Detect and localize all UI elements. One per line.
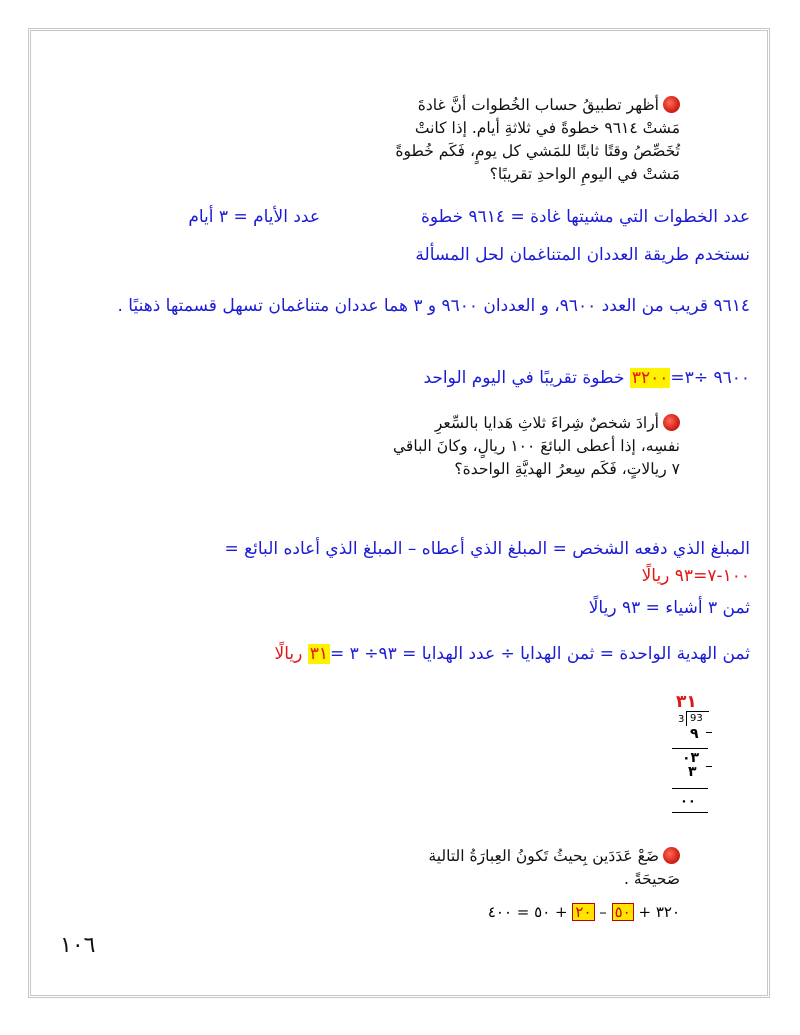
rule-2 xyxy=(672,788,708,789)
rule-1 xyxy=(672,748,708,749)
question-line: ضَعْ عَدَدَين بِحيثُ تَكونُ العِبارَةُ التالية xyxy=(300,845,680,868)
three-items-line: ثمن ٣ أشياء = ٩٣ ريالًا xyxy=(588,598,750,618)
paid-line xyxy=(100,536,750,590)
question-line: مَشتْ في اليومِ الواحدِ تقريبًا؟ xyxy=(489,165,680,183)
minus-sign xyxy=(706,766,712,767)
answer-box-2: ٢٠ xyxy=(572,903,594,921)
days-label: عدد الأيام = ٣ أيام xyxy=(188,207,320,227)
question-line: تُخَصِّصُ وقتًا ثابتًا للمَشي كل يومٍ، فَكَم خُطوةً xyxy=(395,142,680,160)
one-gift-answer: ٣١ xyxy=(309,644,329,664)
remainder-2: ٠٠ xyxy=(680,794,696,809)
one-gift-line xyxy=(100,644,750,664)
page-number: ١٠٦ xyxy=(60,933,96,958)
remainder-1: ٠٣ xyxy=(682,750,700,766)
answer-highlight: ٣٢٠٠ xyxy=(631,368,669,388)
equation-part-b: – xyxy=(599,903,607,921)
problem3-equation xyxy=(380,903,680,921)
one-gift-suffix: ريالًا xyxy=(274,644,308,664)
question-line: مَشتْ ٩٦١٤ خطوةً في ثلاثةِ أيام. إذا كانتْ xyxy=(414,119,680,137)
equation-tail: خطوة تقريبًا في اليوم الواحد xyxy=(423,368,630,388)
question-line: نفسِه، إذا أعطى البائعَ ١٠٠ ريالٍ، وكانَ الباقي xyxy=(393,437,680,455)
method-line: نستخدم طريقة العددان المتناغمان لحل المسألة xyxy=(415,245,750,265)
division-equation xyxy=(190,368,750,388)
question-line: صَحيحَةً . xyxy=(623,870,680,888)
quotient: ٣١ xyxy=(676,692,697,712)
steps-label: عدد الخطوات التي مشيتها غادة = ٩٦١٤ خطوة xyxy=(420,207,750,227)
dividend: 93 xyxy=(690,713,703,724)
one-gift-prefix: ثمن الهدية الواحدة = ثمن الهدايا ÷ عدد الهدايا = ٩٣÷ ٣ = xyxy=(330,644,750,664)
explanation: ٩٦١٤ قريب من العدد ٩٦٠٠، و العددان ٩٦٠٠ و ٣ هما عددان متناغمان تسهل قسمتها ذهنيًا . xyxy=(117,296,750,316)
problem2-question xyxy=(300,412,680,481)
paid-line-1: المبلغ الذي دفعه الشخص = المبلغ الذي أعطاه – المبلغ الذي أعاده البائع = xyxy=(224,539,750,559)
minus-sign xyxy=(706,732,712,733)
subtract-1: ٩ xyxy=(690,726,699,742)
question-line: ٧ ريالاتٍ، فَكَم سِعرُ الهديَّةِ الواحدة؟ xyxy=(454,460,680,478)
problem1-question xyxy=(300,94,680,186)
question-line: أظهر تطبيقُ حساب الخُطوات أنَّ غادةَ xyxy=(300,94,680,117)
subtract-2: ٣ xyxy=(688,764,697,780)
rule-3 xyxy=(672,812,708,813)
problem3-question xyxy=(300,845,680,891)
answer-box-1: ٥٠ xyxy=(612,903,634,921)
question-line: أرادَ شخصٌ شِراءَ ثلاثِ هَدايا بالسِّعرِ xyxy=(300,412,680,435)
equation-left: ٩٦٠٠ ÷٣= xyxy=(670,368,750,388)
bullet-icon xyxy=(663,414,680,431)
bullet-icon xyxy=(663,96,680,113)
divisor: 3 xyxy=(678,714,685,725)
equation-part-a: ٣٢٠ + xyxy=(638,903,680,921)
long-division xyxy=(668,690,738,825)
equation-part-c: + ٥٠ = ٤٠٠ xyxy=(487,903,568,921)
bullet-icon xyxy=(663,847,680,864)
paid-line-2: ١٠٠-٧=٩٣ ريالًا xyxy=(641,566,750,586)
